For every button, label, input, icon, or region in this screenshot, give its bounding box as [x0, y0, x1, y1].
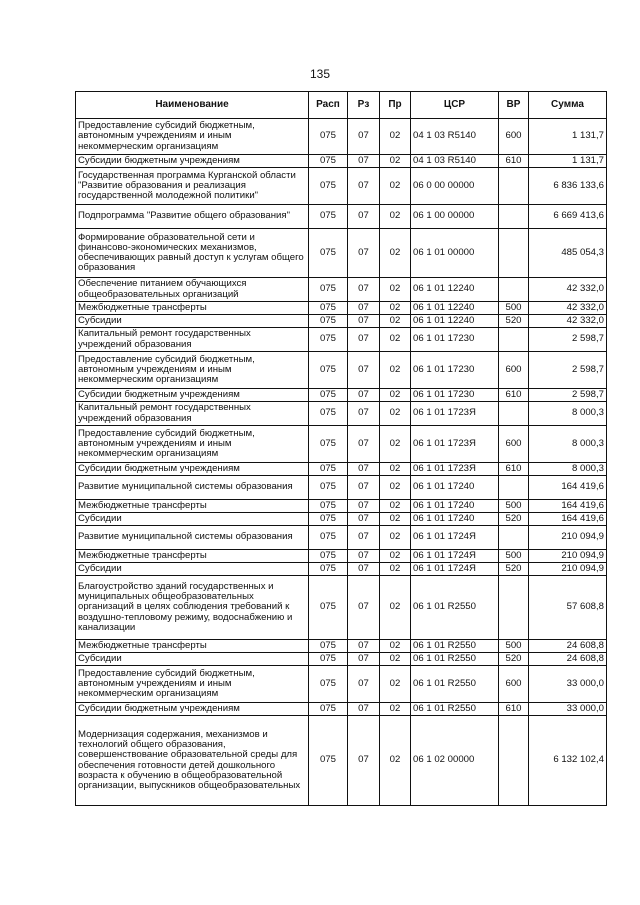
cell-rasp: 075: [309, 526, 348, 550]
cell-name: Развитие муниципальной системы образования: [76, 526, 309, 550]
cell-rasp: 075: [309, 666, 348, 703]
cell-csr: 06 1 01 17230: [411, 352, 499, 389]
cell-pr: 02: [380, 666, 411, 703]
table-row: [76, 640, 607, 653]
cell-pr: 02: [380, 168, 411, 205]
cell-vr: [499, 576, 529, 640]
cell-vr: 500: [499, 640, 529, 653]
table-row: [76, 653, 607, 666]
cell-name: Капитальный ремонт государственных учреждений образования: [76, 328, 309, 352]
cell-name: Предоставление субсидий бюджетным, автономным учреждениям и иным некоммерческим организациям: [76, 119, 309, 155]
cell-rz: 07: [348, 513, 380, 526]
table-row: [76, 716, 607, 806]
cell-pr: 02: [380, 205, 411, 229]
cell-rasp: 075: [309, 550, 348, 563]
cell-name: Субсидии бюджетным учреждениям: [76, 155, 309, 168]
cell-csr: 06 1 01 R2550: [411, 576, 499, 640]
cell-pr: 02: [380, 716, 411, 806]
table-row: [76, 500, 607, 513]
cell-name: Межбюджетные трансферты: [76, 302, 309, 315]
table-row: [76, 229, 607, 278]
cell-vr: 610: [499, 703, 529, 716]
cell-pr: 02: [380, 640, 411, 653]
cell-rasp: 075: [309, 463, 348, 476]
cell-sum: 42 332,0: [529, 278, 607, 302]
cell-rasp: 075: [309, 563, 348, 576]
cell-csr: 06 1 01 1724Я: [411, 526, 499, 550]
cell-pr: 02: [380, 513, 411, 526]
cell-sum: 42 332,0: [529, 302, 607, 315]
cell-rz: 07: [348, 302, 380, 315]
cell-rz: 07: [348, 703, 380, 716]
cell-rz: 07: [348, 389, 380, 402]
cell-sum: 1 131,7: [529, 119, 607, 155]
cell-sum: 1 131,7: [529, 155, 607, 168]
cell-vr: 600: [499, 352, 529, 389]
cell-sum: 164 419,6: [529, 500, 607, 513]
cell-rz: 07: [348, 352, 380, 389]
cell-rasp: 075: [309, 278, 348, 302]
cell-csr: 04 1 03 R5140: [411, 155, 499, 168]
cell-name: Субсидии бюджетным учреждениям: [76, 463, 309, 476]
cell-name: Субсидии бюджетным учреждениям: [76, 389, 309, 402]
cell-rasp: 075: [309, 653, 348, 666]
cell-name: Модернизация содержания, механизмов и технологий общего образования, совершенствование образовательной среды для обеспечения готовности детей дошкольного возраста к обучению в общеобразовательной организации, выпускников общеобразовательных: [76, 716, 309, 806]
cell-rz: 07: [348, 550, 380, 563]
cell-vr: 610: [499, 389, 529, 402]
cell-name: Межбюджетные трансферты: [76, 500, 309, 513]
cell-csr: 06 1 01 R2550: [411, 666, 499, 703]
cell-vr: [499, 476, 529, 500]
cell-csr: 06 1 01 1724Я: [411, 550, 499, 563]
cell-pr: 02: [380, 302, 411, 315]
cell-sum: 2 598,7: [529, 328, 607, 352]
cell-csr: 06 0 00 00000: [411, 168, 499, 205]
header-sum: Сумма: [529, 92, 607, 119]
cell-pr: 02: [380, 402, 411, 426]
cell-name: Предоставление субсидий бюджетным, автономным учреждениям и иным некоммерческим организациям: [76, 352, 309, 389]
cell-rz: 07: [348, 278, 380, 302]
cell-vr: 600: [499, 426, 529, 463]
cell-sum: 6 836 133,6: [529, 168, 607, 205]
table-row: [76, 278, 607, 302]
cell-rasp: 075: [309, 703, 348, 716]
cell-name: Капитальный ремонт государственных учреждений образования: [76, 402, 309, 426]
cell-vr: [499, 205, 529, 229]
cell-csr: 06 1 01 17240: [411, 513, 499, 526]
table-body: [76, 119, 607, 806]
cell-csr: 06 1 02 00000: [411, 716, 499, 806]
cell-rz: 07: [348, 463, 380, 476]
cell-rasp: 075: [309, 402, 348, 426]
cell-rasp: 075: [309, 389, 348, 402]
header-name: Наименование: [76, 92, 309, 119]
table-header-row: [76, 92, 607, 119]
cell-sum: 164 419,6: [529, 513, 607, 526]
cell-rasp: 075: [309, 315, 348, 328]
cell-sum: 8 000,3: [529, 426, 607, 463]
cell-vr: 610: [499, 463, 529, 476]
cell-rz: 07: [348, 476, 380, 500]
cell-sum: 33 000,0: [529, 703, 607, 716]
table-row: [76, 666, 607, 703]
cell-name: Межбюджетные трансферты: [76, 550, 309, 563]
cell-sum: 210 094,9: [529, 550, 607, 563]
cell-name: Благоустройство зданий государственных и муниципальных общеобразовательных организаций в целях соблюдения требований к воздушно-тепловому режиму, водоснабжению и канализации: [76, 576, 309, 640]
cell-csr: 06 1 01 R2550: [411, 653, 499, 666]
cell-sum: 33 000,0: [529, 666, 607, 703]
cell-vr: [499, 328, 529, 352]
header-rasp: Расп: [309, 92, 348, 119]
cell-name: Субсидии бюджетным учреждениям: [76, 703, 309, 716]
cell-rz: 07: [348, 653, 380, 666]
cell-rz: 07: [348, 155, 380, 168]
cell-rz: 07: [348, 716, 380, 806]
cell-name: Предоставление субсидий бюджетным, автономным учреждениям и иным некоммерческим организациям: [76, 426, 309, 463]
table-row: [76, 402, 607, 426]
cell-pr: 02: [380, 703, 411, 716]
cell-pr: 02: [380, 463, 411, 476]
cell-pr: 02: [380, 352, 411, 389]
cell-sum: 24 608,8: [529, 653, 607, 666]
cell-rz: 07: [348, 328, 380, 352]
cell-rasp: 075: [309, 640, 348, 653]
cell-pr: 02: [380, 526, 411, 550]
cell-pr: 02: [380, 229, 411, 278]
cell-rasp: 075: [309, 716, 348, 806]
table-row: [76, 703, 607, 716]
cell-rz: 07: [348, 119, 380, 155]
cell-pr: 02: [380, 550, 411, 563]
table-row: [76, 476, 607, 500]
table-row: [76, 550, 607, 563]
cell-rasp: 075: [309, 302, 348, 315]
cell-rz: 07: [348, 205, 380, 229]
table-row: [76, 576, 607, 640]
cell-pr: 02: [380, 278, 411, 302]
cell-pr: 02: [380, 119, 411, 155]
cell-pr: 02: [380, 563, 411, 576]
cell-vr: 520: [499, 653, 529, 666]
cell-rz: 07: [348, 666, 380, 703]
cell-vr: [499, 278, 529, 302]
cell-csr: 06 1 01 R2550: [411, 703, 499, 716]
cell-csr: 04 1 03 R5140: [411, 119, 499, 155]
cell-pr: 02: [380, 500, 411, 513]
cell-name: Субсидии: [76, 653, 309, 666]
cell-rasp: 075: [309, 476, 348, 500]
cell-pr: 02: [380, 653, 411, 666]
cell-vr: 610: [499, 155, 529, 168]
table-row: [76, 302, 607, 315]
cell-rasp: 075: [309, 168, 348, 205]
cell-name: Обеспечение питанием обучающихся общеобразовательных организаций: [76, 278, 309, 302]
cell-pr: 02: [380, 328, 411, 352]
table-row: [76, 315, 607, 328]
cell-sum: 8 000,3: [529, 402, 607, 426]
header-vr: ВР: [499, 92, 529, 119]
cell-csr: 06 1 01 1723Я: [411, 463, 499, 476]
cell-name: Формирование образовательной сети и финансово-экономических механизмов, обеспечивающих равный доступ к услугам общего образования: [76, 229, 309, 278]
cell-rz: 07: [348, 426, 380, 463]
cell-rasp: 075: [309, 205, 348, 229]
cell-sum: 42 332,0: [529, 315, 607, 328]
cell-rasp: 075: [309, 155, 348, 168]
cell-rasp: 075: [309, 352, 348, 389]
table-row: [76, 328, 607, 352]
cell-pr: 02: [380, 315, 411, 328]
cell-sum: 8 000,3: [529, 463, 607, 476]
cell-vr: 500: [499, 500, 529, 513]
budget-table: [75, 91, 607, 806]
cell-pr: 02: [380, 476, 411, 500]
cell-pr: 02: [380, 576, 411, 640]
cell-sum: 2 598,7: [529, 352, 607, 389]
cell-rasp: 075: [309, 576, 348, 640]
cell-csr: 06 1 01 12240: [411, 302, 499, 315]
cell-rasp: 075: [309, 513, 348, 526]
cell-rz: 07: [348, 315, 380, 328]
cell-rz: 07: [348, 640, 380, 653]
cell-pr: 02: [380, 389, 411, 402]
cell-vr: [499, 526, 529, 550]
cell-rasp: 075: [309, 500, 348, 513]
cell-rz: 07: [348, 229, 380, 278]
cell-vr: 500: [499, 302, 529, 315]
cell-rasp: 075: [309, 119, 348, 155]
cell-name: Субсидии: [76, 513, 309, 526]
cell-name: Предоставление субсидий бюджетным, автономным учреждениям и иным некоммерческим организациям: [76, 666, 309, 703]
cell-pr: 02: [380, 426, 411, 463]
cell-sum: 6 669 413,6: [529, 205, 607, 229]
table-row: [76, 463, 607, 476]
cell-csr: 06 1 01 12240: [411, 315, 499, 328]
cell-csr: 06 1 01 17240: [411, 476, 499, 500]
cell-sum: 164 419,6: [529, 476, 607, 500]
table-row: [76, 155, 607, 168]
table-row: [76, 352, 607, 389]
cell-vr: 520: [499, 513, 529, 526]
cell-vr: 600: [499, 666, 529, 703]
cell-sum: 210 094,9: [529, 526, 607, 550]
cell-sum: 24 608,8: [529, 640, 607, 653]
cell-rasp: 075: [309, 229, 348, 278]
cell-sum: 6 132 102,4: [529, 716, 607, 806]
cell-name: Субсидии: [76, 315, 309, 328]
table-row: [76, 526, 607, 550]
header-rz: Рз: [348, 92, 380, 119]
table-row: [76, 513, 607, 526]
cell-name: Подпрограмма "Развитие общего образования": [76, 205, 309, 229]
table-row: [76, 205, 607, 229]
cell-sum: 2 598,7: [529, 389, 607, 402]
cell-csr: 06 1 01 1723Я: [411, 402, 499, 426]
cell-csr: 06 1 01 12240: [411, 278, 499, 302]
cell-rz: 07: [348, 563, 380, 576]
cell-rz: 07: [348, 500, 380, 513]
cell-vr: [499, 168, 529, 205]
cell-vr: [499, 402, 529, 426]
cell-sum: 57 608,8: [529, 576, 607, 640]
cell-rz: 07: [348, 402, 380, 426]
cell-csr: 06 1 01 17230: [411, 328, 499, 352]
header-csr: ЦСР: [411, 92, 499, 119]
cell-csr: 06 1 01 R2550: [411, 640, 499, 653]
cell-csr: 06 1 00 00000: [411, 205, 499, 229]
cell-name: Субсидии: [76, 563, 309, 576]
cell-vr: 520: [499, 563, 529, 576]
cell-rz: 07: [348, 526, 380, 550]
table-row: [76, 119, 607, 155]
cell-csr: 06 1 01 1723Я: [411, 426, 499, 463]
cell-csr: 06 1 01 17230: [411, 389, 499, 402]
cell-vr: [499, 229, 529, 278]
cell-vr: 520: [499, 315, 529, 328]
cell-rasp: 075: [309, 328, 348, 352]
cell-name: Межбюджетные трансферты: [76, 640, 309, 653]
cell-name: Развитие муниципальной системы образования: [76, 476, 309, 500]
cell-name: Государственная программа Курганской области "Развитие образования и реализация государственной молодежной политики": [76, 168, 309, 205]
cell-pr: 02: [380, 155, 411, 168]
cell-sum: 210 094,9: [529, 563, 607, 576]
cell-rz: 07: [348, 168, 380, 205]
header-pr: Пр: [380, 92, 411, 119]
cell-csr: 06 1 01 00000: [411, 229, 499, 278]
cell-sum: 485 054,3: [529, 229, 607, 278]
table-row: [76, 563, 607, 576]
page-number: 135: [309, 67, 331, 81]
cell-csr: 06 1 01 1724Я: [411, 563, 499, 576]
cell-vr: 500: [499, 550, 529, 563]
table-row: [76, 389, 607, 402]
table-row: [76, 426, 607, 463]
cell-rasp: 075: [309, 426, 348, 463]
cell-vr: [499, 716, 529, 806]
cell-rz: 07: [348, 576, 380, 640]
cell-vr: 600: [499, 119, 529, 155]
table-row: [76, 168, 607, 205]
cell-csr: 06 1 01 17240: [411, 500, 499, 513]
